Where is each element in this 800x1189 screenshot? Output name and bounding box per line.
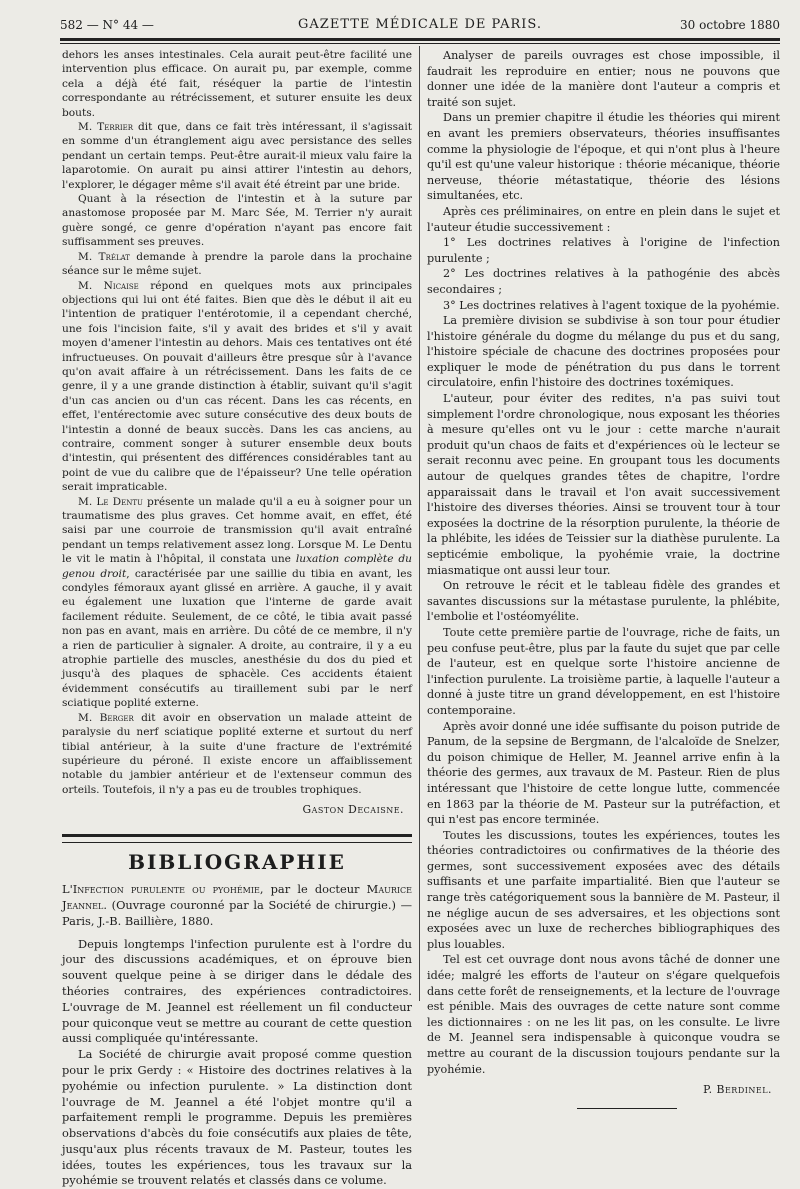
reviewer-signature: P. Berdinel.	[703, 1083, 772, 1097]
list-item: 1° Les doctrines relatives à l'origine de l'infection purulente ;	[427, 236, 780, 265]
paragraph: Quant à la résection de l'intestin et à la suture par anastomose proposée par M. Marc Sée, M. Terrier n'y aurait guère songé, ce genre d'opération n'ayant pas encore fait suffisamment ses preuves.	[62, 193, 412, 249]
end-rule	[577, 1108, 677, 1109]
speaker-name: M. Terrier	[78, 121, 134, 134]
left-column	[62, 48, 412, 1189]
page-number: 582 — N° 44 —	[60, 18, 154, 32]
book-reference: L'Infection purulente ou pyohémie, par le docteur Maurice Jeannel. (Ouvrage couronné par la Société de chirurgie.) — Paris, J.-B. Baillière, 1880.	[62, 881, 412, 928]
paragraph: Depuis longtemps l'infection purulente est à l'ordre du jour des discussions académiques, et on éprouve bien souvent quelque peine à se diriger dans le dédale des théories contraires, des expériences contradictoires. L'ouvrage de M. Jeannel est réellement un fil conducteur pour quiconque veut se mettre au courant de cette question aussi compliquée qu'intéressante.	[62, 936, 412, 1046]
journal-title: GAZETTE MÉDICALE DE PARIS.	[298, 17, 542, 32]
paragraph: M. Nicaise répond en quelques mots aux principales objections qui lui ont été faites. Bien que dès le début il ait eu l'intention de pratiquer l'entérotomie, il a cependant cherché, une fois l'incision faite, s'il y avait des brides et s'il y avait moyen d'amener l'intestin au dehors. Mais ces tentatives ont été infructueuses. On pouvait d'ailleurs être presque sûr à l'avance qu'on avait affaire à un rétrécissement. Dans les faits de ce genre, il y a une grande distinction à établir, suivant qu'il s'agit d'un cas ancien ou d'un cas récent. Dans les cas récents, en effet, l'entérectomie avec suture consécutive des deux bouts de l'intestin a donné de beaux succès. Dans les cas anciens, au contraire, comment songer à suturer ensemble deux bouts d'intestin, qui présentent des différences considérables tant au point de vue du calibre que de l'épaisseur? Une telle opération serait impraticable.	[62, 279, 413, 494]
paragraph: M. Berger dit avoir en observation un malade atteint de paralysie du nerf sciatique poplité externe et surtout du nerf tibial antérieur, à la suite d'une fracture de l'extrémité supérieure du péroné. Il existe encore un affaiblissement notable du jambier antérieur et de l'extenseur commun des orteils. Toutefois, il n'y a pas eu de troubles trophiques.	[62, 711, 412, 796]
running-header	[60, 14, 780, 36]
speaker-name: M. Nicaise	[78, 279, 139, 292]
paragraph: Dans un premier chapitre il étudie les théories qui mirent en avant les premiers observateurs, théories insuffisantes comme la physiologie de l'époque, et qui n'ont plus à l'heure qu'il est qu'une valeur historique : théorie mécanique, théorie nerveuse, théorie métastatique, théorie des lésions simultanées, etc.	[427, 111, 780, 203]
speaker-name: M. Berger	[78, 711, 134, 724]
emphasis-diagnosis: luxation complète du genou droit	[62, 553, 412, 580]
paragraph: Toute cette première partie de l'ouvrage, riche de faits, un peu confuse peut-être, plus par la faute du sujet que par celle de l'auteur, est en quelque sorte l'histoire ancienne de l'infection purulente. La troisième partie, à laquelle l'auteur a donné à juste titre un grand développement, en est l'histoire contemporaine.	[427, 625, 780, 717]
speaker-name: M. Trélat	[78, 250, 130, 263]
paragraph: Toutes les discussions, toutes les expériences, toutes les théories contradictoires ou confirmatives de la théorie des germes, sont successivement exposées avec des détails suffisants et une parfaite impartialité. Bien que l'auteur se range très catégoriquement sous la bannière de M. Pasteur, il ne néglige aucun de ses adversaires, et les objections sont exposées avec un luxe de recherches bibliographiques des plus louables.	[427, 828, 780, 951]
issue-date: 30 octobre 1880	[680, 18, 780, 32]
paragraph: Après ces préliminaires, on entre en plein dans le sujet et l'auteur étudie successivement :	[427, 204, 780, 234]
paragraph: La Société de chirurgie avait proposé comme question pour le prix Gerdy : « Histoire des doctrines relatives à la pyohémie ou infection purulente. » La distinction dont l'ouvrage de M. Jeannel a été l'objet montre qu'il a parfaitement rempli le programme. Depuis les premières observations d'abcès du foie consécutifs aux plaies de tête, jusqu'aux plus récents travaux de M. Pasteur, toutes les idées, toutes les expériences, tous les travaux sur la pyohémie se trouvent relatés et classés dans ce volume.	[62, 1047, 412, 1188]
paragraph: dehors les anses intestinales. Cela aurait peut-être facilité une intervention plus efficace. On aurait pu, par exemple, comme cela a déjà été fait, réséquer la partie de l'intestin correspondante au rétrécissement, et suturer ensuite les deux bouts.	[62, 49, 412, 119]
right-column	[427, 48, 780, 1109]
paragraph: L'auteur, pour éviter des redites, n'a pas suivi tout simplement l'ordre chronologique, nous exposant les théories à mesure qu'elles ont vu le jour : cette marche n'aurait produit qu'un chaos de faits et d'expériences où le lecteur se serait reconnu avec peine. En groupant tous les documents autour de quelques grandes têtes de chapitre, l'ordre apparaissait dans le travail et l'on avait successivement l'histoire des diverses théories. Ainsi se trouvent tour à tour exposées la doctrine de la résorption purulente, la théorie de la phlébite, les idées de Teissier sur la diathèse purulente. La septicémie embolique, la pyohémie vraie, la doctrine miasmatique ont aussi leur tour.	[427, 392, 780, 577]
list-item: 3° Les doctrines relatives à l'agent toxique de la pyohémie.	[443, 298, 780, 312]
header-rule-thin	[60, 43, 780, 44]
paragraph: M. Le Dentu présente un malade qu'il a eu à soigner pour un traumatisme des plus graves. Cet homme avait, en effet, été saisi par une courroie de transmission qu'il avait entraîné pendant un temps relativement assez long. Lorsque M. Le Dentu le vit le matin à l'hôpital, il constata une luxation complète du genou droit, caractérisée par une saillie du tibia en avant, les condyles fémoraux ayant glissé en arrière. A gauche, il y avait eu également une luxation que l'interne de garde avait facilement réduite. Seulement, de ce côté, le tibia avait passé non pas en avant, mais en arrière. Du côté de ce membre, il n'y a rien de particulier à signaler. A droite, au contraire, il y a eu atrophie partielle des muscles, anesthésie du dos du pied et jusqu'à des plaques de sphacèle. Ces accidents étaient évidemment consécutifs au tiraillement subi par le nerf sciatique poplité externe.	[62, 495, 413, 710]
header-rule-thick	[60, 38, 780, 41]
column-divider	[419, 46, 420, 1001]
section-rule	[62, 834, 412, 843]
paragraph: Après avoir donné une idée suffisante du poison putride de Panum, de la sepsine de Bergmann, de l'alcaloïde de Snelzer, du poison chimique de Heller, M. Jeannel arrive enfin à la théorie des germes, aux travaux de M. Pasteur. Rien de plus intéressant que l'histoire de cette longue lutte, commencée en 1863 par la théorie de M. Pasteur sur la putréfaction, et qui n'est pas encore terminée.	[427, 719, 780, 827]
paragraph: Tel est cet ouvrage dont nous avons tâché de donner une idée; malgré les efforts de l'auteur on s'égare quelquefois dans cette forêt de renseignements, et la lecture de l'ouvrage est pénible. Mais des ouvrages de cette nature sont comme les dictionnaires : on ne les lit pas, on les consulte. Le livre de M. Jeannel sera indispensable à quiconque voudra se mettre au courant de la discussion toujours pendante sur la pyohémie.	[427, 953, 780, 1076]
paragraph: M. Trélat demande à prendre la parole dans la prochaine séance sur le même sujet.	[62, 250, 412, 278]
paragraph: M. Terrier dit que, dans ce fait très intéressant, il s'agissait en somme d'un étranglement aigu avec persistance des selles pendant un certain temps. Peut-être aurait-il mieux valu faire la laparotomie. On aurait pu ainsi attirer l'intestin au dehors, l'explorer, le dégager même s'il avait été étreint par une bride.	[62, 121, 412, 191]
list-item: 2° Les doctrines relatives à la pathogénie des abcès secondaires ;	[427, 267, 780, 296]
section-title: BIBLIOGRAPHIE	[128, 849, 346, 874]
paragraph: Analyser de pareils ouvrages est chose impossible, il faudrait les reproduire en entier; nous ne pouvons que donner une idée de la manière dont l'auteur a compris et traité son sujet.	[427, 49, 780, 109]
speaker-name: M. Le Dentu	[78, 495, 143, 508]
paragraph: La première division se subdivise à son tour pour étudier l'histoire générale du dogme du mélange du pus et du sang, l'histoire spéciale de chacune des doctrines proposées pour expliquer le mode de pénétration du pus dans le torrent circulatoire, enfin l'histoire des doctrines toxémiques.	[427, 314, 780, 390]
paragraph: On retrouve le récit et le tableau fidèle des grandes et savantes discussions sur la métastase purulente, la phlébite, l'embolie et l'ostéomyélite.	[427, 579, 780, 624]
author-signature: Gaston Decaisne.	[302, 803, 404, 817]
